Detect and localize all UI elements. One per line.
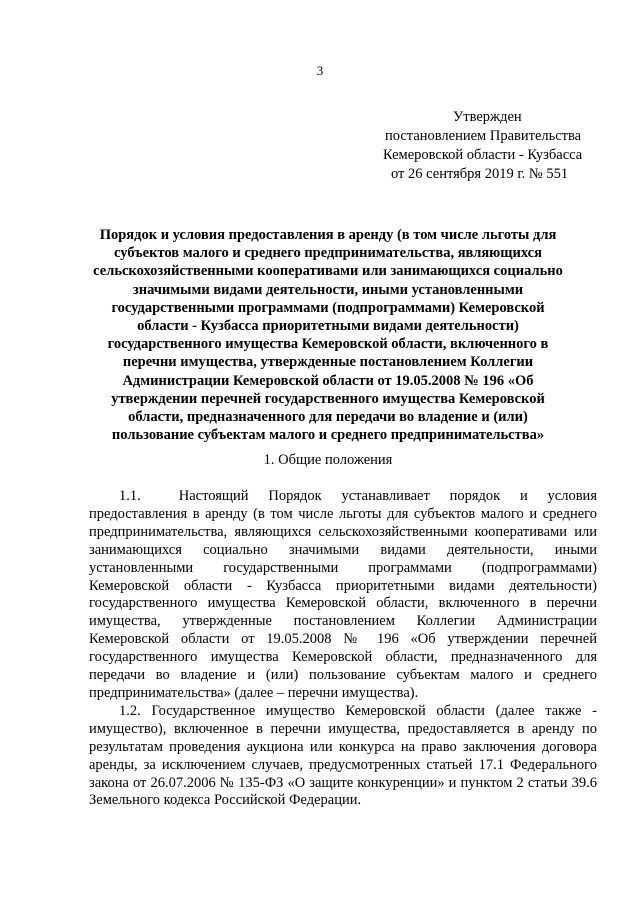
approval-block bbox=[380, 108, 610, 184]
document-title bbox=[78, 226, 578, 444]
approval-line: Кемеровской области - Кузбасса bbox=[383, 147, 583, 163]
clause-text: Настоящий Порядок устанавливает порядок и условия предоставления в аренду (в том числе льготы для субъектов малого и среднего предпринимательства, являющихся сельскохозяйственными кооперативами или занимающихся социально значимыми видами деятельности, иными установленными государственными программами (подпрограммами) Кемеровской области - Кузбасса приоритетными видами деятельности) государственного имущества Кемеровской области, включенного в перечни имущества, утвержденные постановлением Коллегии Администрации Кемеровской области от 19.05.2008 № 196 «Об утверждении перечней государственного имущества Кемеровской области, предназначенного для передачи во владение и (или) пользование субъектам малого и среднего предпринимательства» (далее – перечни имущества). bbox=[89, 488, 597, 701]
clause-text: Государственное имущество Кемеровской области (далее также - имущество), включенное в перечни имущества, предоставляется в аренду по результатам проведения аукциона или конкурса на право заключения договора аренды, за исключением случаев, предусмотренных статьей 17.1 Федерального закона от 26.07.2006 № 135-ФЗ «О защите конкуренции» и пунктом 2 статьи 39.6 Земельного кодекса Российской Федерации. bbox=[89, 702, 598, 809]
title-line: области - Кузбасса приоритетными видами деятельности) bbox=[137, 318, 519, 335]
clause-number: 1.1. bbox=[119, 488, 141, 504]
title-line: Порядок и условия предоставления в аренду (в том числе льготы для bbox=[99, 227, 557, 243]
title-line: государственного имущества Кемеровской области, включенного в bbox=[107, 336, 549, 353]
title-line: государственными программами (подпрограммами) Кемеровской bbox=[111, 299, 545, 316]
title-line: пользование субъектам малого и среднего предпринимательства» bbox=[111, 427, 545, 444]
title-line: значимыми видами деятельности, иными установленными bbox=[132, 281, 524, 298]
approval-line: Утвержден bbox=[453, 109, 522, 125]
section-heading: 1. Общие положения bbox=[263, 452, 393, 468]
approval-line: от 26 сентября 2019 г. № 551 bbox=[391, 166, 569, 182]
clause-number: 1.2. bbox=[119, 702, 141, 719]
page-number: 3 bbox=[316, 63, 324, 78]
title-line: субъектов малого и среднего предпринимательства, являющихся bbox=[114, 245, 542, 262]
clause-1-2 bbox=[89, 703, 597, 810]
title-line: сельскохозяйственными кооперативами или занимающихся социально bbox=[93, 263, 563, 280]
title-line: Администрации Кемеровской области от 19.05.2008 № 196 «Об bbox=[122, 372, 534, 389]
approval-line: постановлением Правительства bbox=[385, 128, 582, 144]
document-body bbox=[89, 488, 597, 810]
title-line: перечни имущества, утвержденные постановлением Коллегии bbox=[122, 354, 534, 371]
title-line: утверждении перечней государственного имущества Кемеровской bbox=[111, 390, 545, 407]
clause-1-1 bbox=[89, 488, 597, 703]
title-line: области, предназначенного для передачи во владение и (или) bbox=[128, 409, 528, 426]
